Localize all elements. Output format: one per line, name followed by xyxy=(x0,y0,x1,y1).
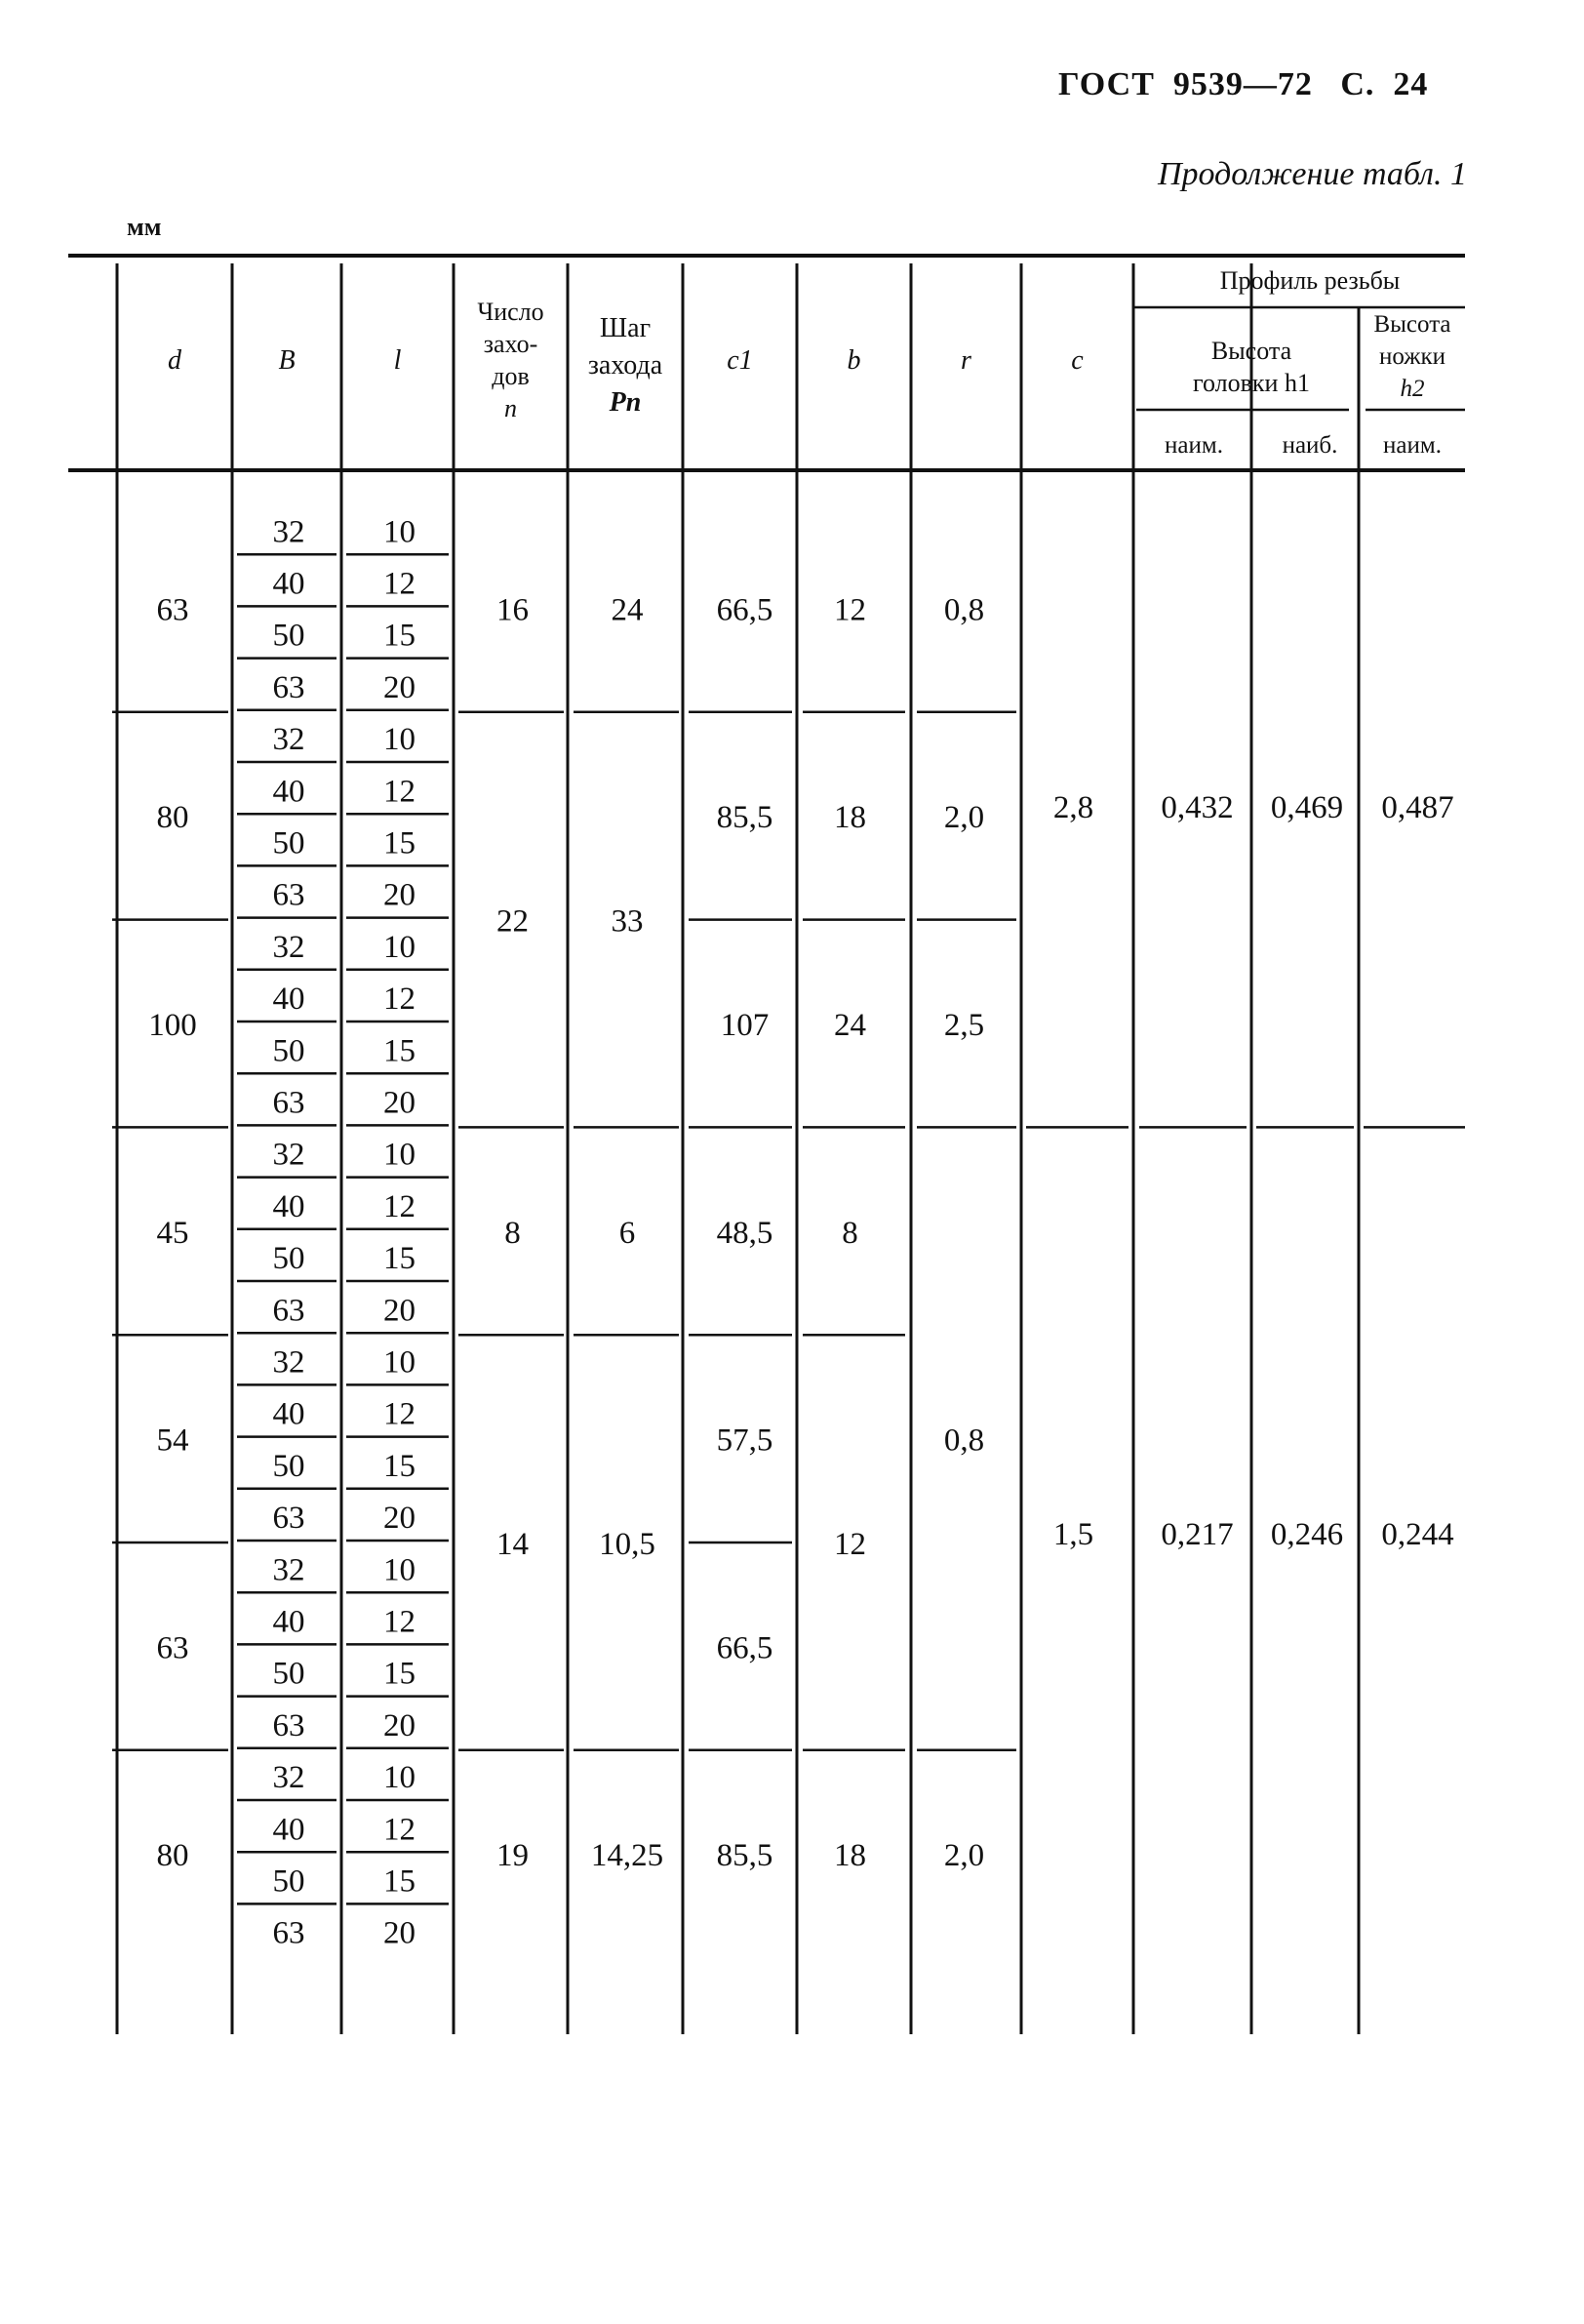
cell-l: 15 xyxy=(383,618,416,654)
cell-B: 63 xyxy=(272,1085,305,1121)
col-header-Pn: Шаг xyxy=(599,313,652,343)
cell-d: 54 xyxy=(156,1422,189,1459)
cell-l: 15 xyxy=(383,1448,416,1484)
cell-l: 12 xyxy=(383,1396,416,1432)
cell-B: 63 xyxy=(272,1501,305,1537)
cell-l: 10 xyxy=(383,1344,416,1381)
col-header-h1-min: наим. xyxy=(1165,432,1223,459)
table-continuation-title: Продолжение табл. 1 xyxy=(1157,156,1467,192)
cell-Pn: 14,25 xyxy=(590,1838,664,1874)
cell-l: 10 xyxy=(383,1760,416,1796)
cell-B: 63 xyxy=(272,1915,305,1951)
cell-c1: 107 xyxy=(720,1008,770,1043)
col-header-profile: Профиль резьбы xyxy=(1219,266,1401,295)
cell-n: 14 xyxy=(496,1527,529,1562)
cell-B: 32 xyxy=(272,514,305,550)
cell-B: 40 xyxy=(272,982,305,1018)
cell-l: 12 xyxy=(383,566,416,602)
cell-l: 12 xyxy=(383,774,416,810)
cell-l: 10 xyxy=(383,1552,416,1588)
cell-Pn: 33 xyxy=(611,903,644,940)
col-header-h1-max: наиб. xyxy=(1282,432,1338,459)
cell-c1: 48,5 xyxy=(716,1215,773,1251)
cell-l: 15 xyxy=(383,1033,416,1069)
cell-b: 12 xyxy=(834,1527,866,1562)
cell-r: 2,0 xyxy=(943,800,985,836)
cell-l: 10 xyxy=(383,929,416,965)
cell-B: 32 xyxy=(272,1760,305,1796)
cell-B: 63 xyxy=(272,1707,305,1743)
cell-l: 15 xyxy=(383,1656,416,1692)
cell-l: 12 xyxy=(383,982,416,1018)
cell-B: 40 xyxy=(272,1188,305,1224)
cell-c1: 66,5 xyxy=(716,1630,773,1666)
cell-b: 24 xyxy=(834,1008,866,1043)
col-header-B: B xyxy=(278,345,296,376)
cell-l: 20 xyxy=(383,1501,416,1537)
cell-B: 50 xyxy=(272,825,305,861)
cell-B: 40 xyxy=(272,1812,305,1848)
col-header-Pn: Pn xyxy=(609,387,642,418)
cell-B: 32 xyxy=(272,1344,305,1381)
cell-d: 45 xyxy=(156,1215,189,1251)
cell-l: 10 xyxy=(383,1137,416,1173)
cell-B: 32 xyxy=(272,929,305,965)
cell-B: 50 xyxy=(272,1448,305,1484)
cell-B: 40 xyxy=(272,566,305,602)
cell-c: 2,8 xyxy=(1052,790,1094,826)
cell-b: 18 xyxy=(834,1838,866,1874)
cell-d: 63 xyxy=(156,592,189,628)
cell-B: 32 xyxy=(272,722,305,758)
cell-c: 1,5 xyxy=(1052,1517,1094,1552)
cell-n: 16 xyxy=(496,592,529,628)
cell-d: 100 xyxy=(148,1008,197,1043)
cell-l: 20 xyxy=(383,877,416,913)
col-header-b: b xyxy=(847,345,861,376)
cell-h2-min: 0,487 xyxy=(1381,790,1454,826)
cell-r: 0,8 xyxy=(943,592,985,628)
cell-c1: 85,5 xyxy=(716,800,773,836)
cell-B: 50 xyxy=(272,618,305,654)
cell-l: 12 xyxy=(383,1812,416,1848)
cell-l: 15 xyxy=(383,1863,416,1900)
cell-l: 10 xyxy=(383,722,416,758)
cell-l: 20 xyxy=(383,669,416,705)
col-header-h2-min: наим. xyxy=(1383,432,1442,459)
cell-c1: 66,5 xyxy=(716,592,773,628)
col-header-n: Число xyxy=(477,298,544,326)
cell-r: 0,8 xyxy=(943,1422,985,1459)
col-header-l: l xyxy=(393,345,402,376)
cell-B: 63 xyxy=(272,669,305,705)
cell-B: 40 xyxy=(272,1396,305,1432)
cell-l: 10 xyxy=(383,514,416,550)
col-header-h2-group: h2 xyxy=(1400,376,1425,402)
cell-l: 12 xyxy=(383,1188,416,1224)
cell-r: 2,5 xyxy=(943,1008,985,1043)
cell-d: 63 xyxy=(156,1630,189,1666)
cell-Pn: 6 xyxy=(618,1215,636,1251)
cell-l: 20 xyxy=(383,1293,416,1329)
cell-b: 12 xyxy=(834,592,866,628)
col-header-r: r xyxy=(961,345,971,376)
cell-r: 2,0 xyxy=(943,1838,985,1874)
col-header-n: захо- xyxy=(483,330,538,358)
cell-l: 20 xyxy=(383,1085,416,1121)
cell-B: 50 xyxy=(272,1033,305,1069)
cell-c1: 57,5 xyxy=(716,1422,773,1459)
cell-B: 63 xyxy=(272,1293,305,1329)
col-header-c1: c1 xyxy=(727,345,753,376)
cell-b: 8 xyxy=(842,1215,858,1251)
col-header-n: дов xyxy=(492,362,530,390)
cell-l: 15 xyxy=(383,1241,416,1277)
cell-B: 32 xyxy=(272,1137,305,1173)
cell-c1: 85,5 xyxy=(716,1838,773,1874)
cell-B: 40 xyxy=(272,774,305,810)
cell-B: 32 xyxy=(272,1552,305,1588)
standard-header: ГОСТ 9539—72 С. 24 xyxy=(1058,66,1429,102)
col-header-h1-group: Высота xyxy=(1210,337,1292,365)
col-header-h2-group: Высота xyxy=(1373,311,1451,338)
col-header-h1-group: головки h1 xyxy=(1193,369,1310,397)
cell-d: 80 xyxy=(156,1838,189,1874)
cell-d: 80 xyxy=(156,800,189,836)
cell-l: 15 xyxy=(383,825,416,861)
col-header-d: d xyxy=(168,345,181,376)
cell-b: 18 xyxy=(834,800,866,836)
cell-B: 50 xyxy=(272,1241,305,1277)
cell-l: 12 xyxy=(383,1604,416,1640)
cell-h1-max: 0,469 xyxy=(1270,790,1344,826)
cell-B: 50 xyxy=(272,1656,305,1692)
cell-n: 19 xyxy=(496,1838,529,1874)
col-header-Pn: захода xyxy=(587,350,663,381)
col-header-c: c xyxy=(1071,345,1084,376)
cell-h2-min: 0,244 xyxy=(1381,1517,1454,1552)
cell-n: 8 xyxy=(504,1215,521,1251)
cell-n: 22 xyxy=(496,903,529,940)
col-header-h2-group: ножки xyxy=(1378,343,1446,370)
cell-B: 50 xyxy=(272,1863,305,1900)
cell-h1-min: 0,432 xyxy=(1161,790,1234,826)
col-header-n: n xyxy=(504,394,517,422)
cell-B: 40 xyxy=(272,1604,305,1640)
cell-l: 20 xyxy=(383,1707,416,1743)
cell-Pn: 10,5 xyxy=(599,1527,655,1562)
cell-l: 20 xyxy=(383,1915,416,1951)
units-label: мм xyxy=(127,213,162,241)
cell-B: 63 xyxy=(272,877,305,913)
cell-h1-max: 0,246 xyxy=(1270,1517,1344,1552)
table-text xyxy=(148,266,1453,1951)
cell-h1-min: 0,217 xyxy=(1161,1517,1234,1552)
cell-Pn: 24 xyxy=(611,592,644,628)
